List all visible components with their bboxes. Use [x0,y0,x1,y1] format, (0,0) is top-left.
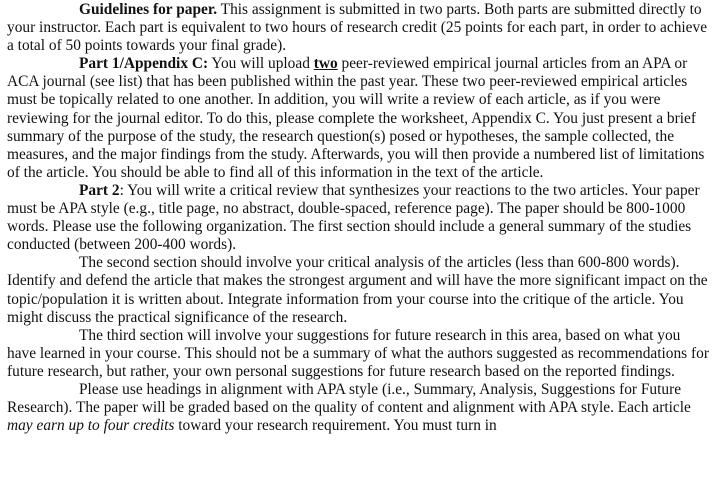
paragraph-third-section [7,327,709,381]
second-section-text: The second section should involve your critical analysis of the articles (less than 600-800 words). Identify and defend the article that makes the strongest argument and will have the more significant impact on the topic/population it is written about. Integrate information from your course into the critique of the article. You might discuss the practical significance of the research. [7,254,708,326]
part1-text-b: peer-reviewed empirical journal articles from an APA or ACA journal (see list) that has been published within the past year. These two peer-reviewed empirical articles must be topically related to one another. In addition, you will write a review of each article, as if you were reviewing for the journal editor. To do this, please complete the worksheet, Appendix C. You just present a brief summary of the purpose of the study, the research question(s) posed or hypotheses, the sample collected, the measures, and the major findings from the study. Afterwards, you will then provide a numbered list of limitations of the article. You should be able to find all of this information in the text of the article. [7,55,705,181]
paragraph-headings [7,381,709,435]
headings-text-a: Please use headings in alignment with APA style (i.e., Summary, Analysis, Suggestions for Future Research). The paper will be graded based on the quality of content and alignment with APA style. Each article [7,380,691,417]
headings-emphasis: may earn up to four credits [7,417,175,435]
third-section-text: The third section will involve your suggestions for future research in this area, based on what you have learned in your course. This should not be a summary of what the authors suggested as recommendations for future research, but rather, your own personal suggestions for future research based on the reported findings. [7,326,709,380]
paragraph-part1 [7,55,709,182]
part2-heading: Part 2 [79,181,120,199]
part1-emphasis: two [313,55,338,73]
part2-text: : You will write a critical review that synthesizes your reactions to the two articles. Your paper must be APA style (e.g., title page, no abstract, double-spaced, reference page). The paper should be 800-1000 words. Please use the following organization. The first section should include a general summary of the studies conducted (between 200-400 words). [7,181,700,254]
guidelines-text: This assignment is submitted in two parts. Both parts are submitted directly to your instructor. Each part is equivalent to two hours of research credit (25 points for each part, in order to achieve a total of 50 points towards your final grade). [7,1,708,55]
guidelines-heading: Guidelines for paper. [79,1,218,18]
paragraph-second-section [7,254,709,326]
paragraph-guidelines [7,1,709,55]
part1-text-a: You will upload [208,55,314,73]
part1-heading: Part 1/Appendix C: [79,55,209,73]
headings-text-b: toward your research requirement. You must turn in [174,417,497,435]
paragraph-part2 [7,182,709,254]
